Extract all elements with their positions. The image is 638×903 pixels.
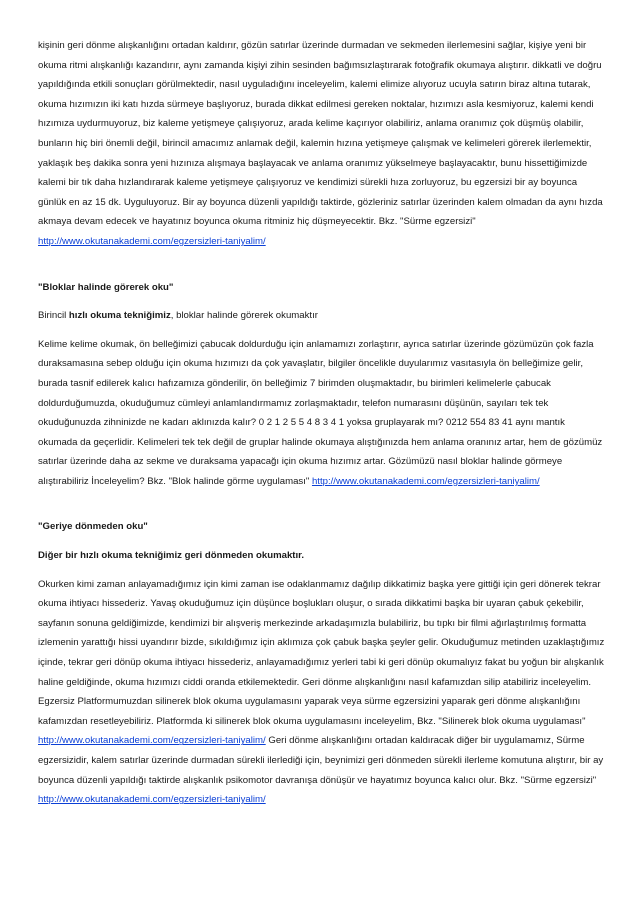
section2-link-1[interactable]: http://www.okutanakademi.com/egzersizleri-taniyalim/	[38, 735, 266, 747]
intro-paragraph	[38, 36, 606, 252]
section1-subheading: Birincil hızlı okuma tekniğimiz, bloklar halinde görerek okumaktır	[38, 310, 318, 322]
section1-link[interactable]: http://www.okutanakademi.com/egzersizleri-taniyalim/	[311, 475, 540, 487]
intro-text: kişinin geri dönme alışkanlığını ortadan kaldırır, gözün satırlar üzerinde durmadan ve sekmeden ilerlemesini sağlar, kişiye yeni bir okuma ritmi alışkanlığı kazandırır, aynı zamanda kişiyi zihin sesinden bağımsızlaştırarak fotoğrafik okumaya alıştırır. dikkatli ve doğru yapıldığında etkili sonuçları görülmektedir, nasıl uyguladığını inceleyelim, kalemi elimize alıyoruz ucuyla satırın biraz altına tutarak, okuma hızımızın iki katı hızda sürmeye başlıyoruz, burada dikkat edilmesi gereken noktalar, hızımızı asla kesmiyoruz, kalemi kendi hızımıza uydurmuyoruz, biz kaleme yetişmeye çalışıyoruz, arada kelime kaçırıyor olabiliriz, anlama oranımız çok düşmüş olabilir, bunların hiç biri önemli değil, birincil amacımız anlamak değil, kalemin hızına yetişmeye çalışmak ve kelimeleri görerek ilerlemektir, yaklaşık beş dakika sonra yeni hızınıza alışmaya başlayacak ve anlama oranımız yükselmeye başlayacaktır, bunu hissettiğimizde kalemi bir tık daha hızlandırarak kaleme yetişmeye çalışıyoruz ve kendimizi sürekli hıza zorluyoruz, bu egzersizi bir ay boyunca günlük en az 15 dk. Uyguluyoruz. Bir ay boyunca düzenli yapıldığı taktirde, gözleriniz satırlar üzerinden kalem olmadan da aynı hızda akmaya devam edecek ve hayatınız boyunca okuma ritminiz hiç düşmeyecektir. Bkz. "Sürme egzersizi"	[38, 40, 603, 228]
section1-heading: "Bloklar halinde görerek oku"	[38, 281, 174, 293]
document-page	[38, 36, 606, 810]
section2-link-2[interactable]: http://www.okutanakademi.com/egzersizleri-taniyalim/	[38, 794, 266, 806]
section2-heading: "Geriye dönmeden oku"	[38, 521, 148, 533]
intro-link[interactable]: http://www.okutanakademi.com/egzersizleri-taniyalim/	[38, 235, 266, 247]
section1-body: Kelime kelime okumak, ön belleğimizi çabucak doldurduğu için anlamamızı zorlaştırır, ayrıca satırlar üzerinde gözümüzün çok fazla duraksamasına sebep olduğu için okuma hızımızı da çok yavaşlatır, bilgiler öncelikle duyularımız vasıtasıyla ön belleğimize gelir, burada tasnif edilerek kalıcı hafızamıza gönderilir, ön belleğimiz 7 birimden oluşmaktadır, bu birimleri kelimelerle çabucak doldurduğumuzda, okuduğumuz cümleyi anlamlandırmamız zorlaşmaktadır, telefon numarasını düşünün, sayıları tek tek okuduğunuzda zihninizde ne kadarı aklınızda kalır? 0 2 1 2 5 5 4 8 3 4 1 yoksa gruplayarak mı? 0212 554 83 41 aynı mantık okumada da geçerlidir. Kelimeleri tek tek değil de gruplar halinde okumaya alıştığınızda hem anlama oranınız artar, hem de gözümüz satırlar üzerinde daha az sekme ve duraksama yapacağı için okuma hızımız artar. Gözümüzü nasıl bloklar halinde görmeye alıştırabiliriz İnceleyelim? Bkz. "Blok halinde görme uygulaması" http://www.okutanakademi.com/egzersizleri-taniyalim/	[38, 338, 603, 487]
section2-subheading: Diğer bir hızlı okuma tekniğimiz geri dönmeden okumaktır.	[38, 550, 305, 562]
section2-body: Okurken kimi zaman anlayamadığımız için kimi zaman ise odaklanmamız dağılıp dikkatimiz başka yere gittiği için geri dönerek tekrar okuma ihtiyacı hissederiz. Yavaş okuduğumuz için düşünce boşlukları oluşur, o sırada dikkatimi başka bir uyaran çabuk çekebilir, sayfanın sonuna geldiğimizde, kendimizi bir alışveriş merkezinde arkadaşımızla bulabiliriz, bu tıpkı bir filmi ağırlaştırılmış formatta izlemenin yarattığı hissi uyandırır bizde, sıkıldığımız için aklımıza çok çabuk başka şeyler gelir. Okuduğumuz metinden uzaklaştığımız içinde, tekrar geri dönüp okuma ihtiyacı hissederiz, anlayamadığımız yerleri tabi ki geri dönüp okumalıyız fakat bu yoğun bir alışkanlık haline geldiğinde, okuma hızımızı ciddi oranda etkilemektedir. Geri dönme alışkanlığını nasıl kafamızdan silip atabiliriz inceleyelim. Egzersiz Platformumuzdan silinerek blok okuma uygulamasını yaparak veya sürme egzersizini yaparak geri dönme alışkanlığını kafamızdan resetleyebiliriz. Platformda ki silinerek blok okuma uygulamasını inceleyelim, Bkz. "Silinerek blok okuma uygulaması" http://www.okutanakademi.com/egzersizleri-taniyalim/ Geri dönme alışkanlığını ortadan kaldıracak diğer bir uygulamamız, Sürme egzersizidir, kalem satırlar üzerinde durmadan sürekli ilerlediği için, beynimizi geri dönmeden sürekli ilerleme komutuna alıştırır, bir ay boyunca düzenli yapıldığı taktirde alışkanlık psikomotor davranışa dönüşür ve hayatımız boyunca kalıcı olur. Bkz. "Sürme egzersizi" http://www.okutanakademi.com/egzersizleri-taniyalim/	[38, 578, 605, 806]
